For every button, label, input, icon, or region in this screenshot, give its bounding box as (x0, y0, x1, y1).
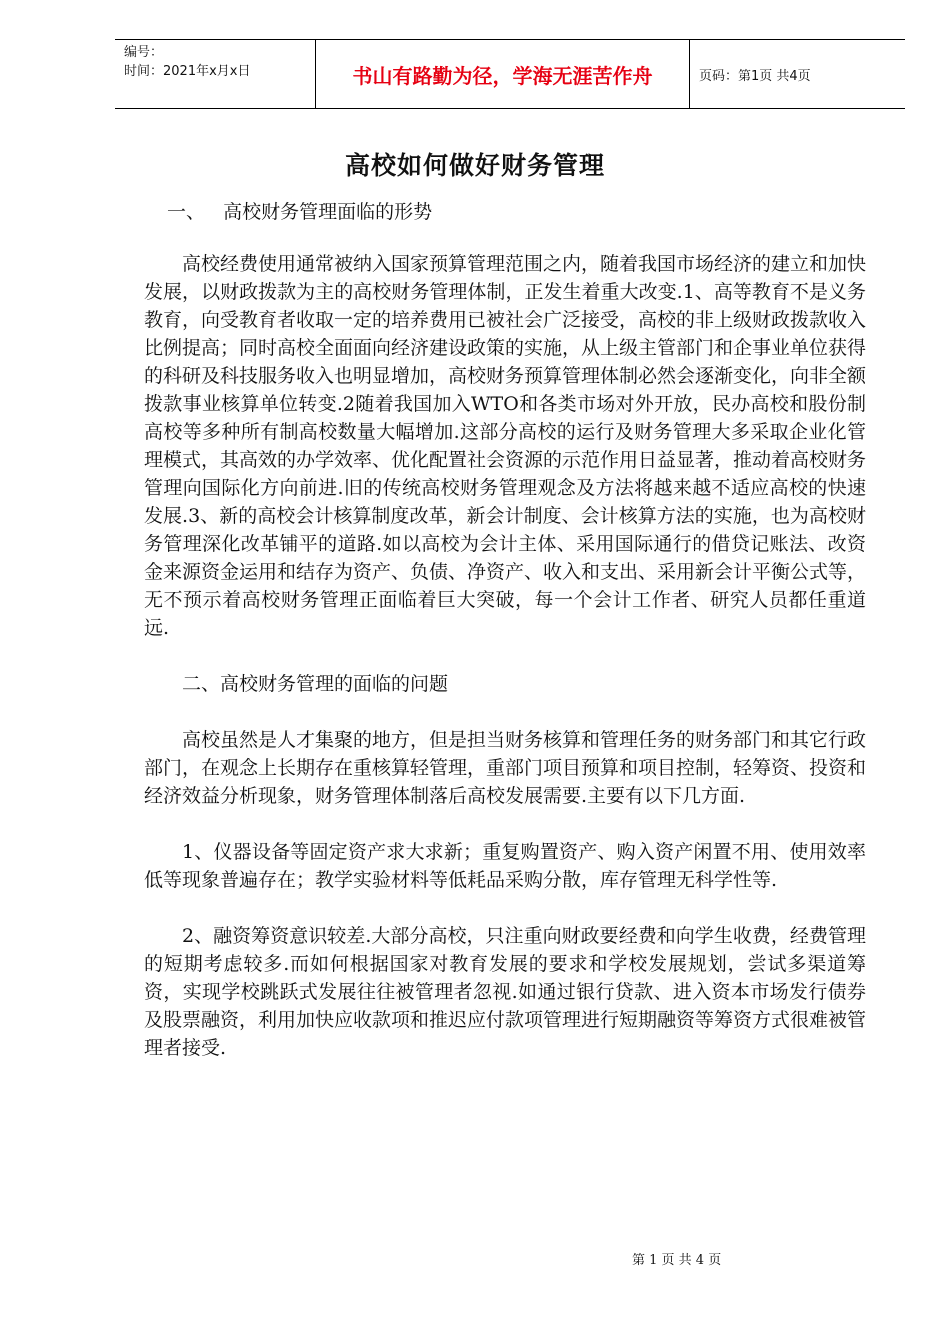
paragraph: 高校经费使用通常被纳入国家预算管理范围之内，随着我国市场经济的建立和加快发展，以财政拨款为主的高校财务管理体制，正发生着重大改变.1、高等教育不是义务教育，向受教育者收取一定的培养费用已被社会广泛接受，高校的非上级财政拨款收入比例提高；同时高校全面面向经济建设政策的实施，从上级主管部门和企事业单位获得的科研及科技服务收入也明显增加，高校财务预算管理体制必然会逐渐变化，向非全额拨款事业核算单位转变.2随着我国加入WTO和各类市场对外开放，民办高校和股份制高校等多种所有制高校数量大幅增加.这部分高校的运行及财务管理大多采取企业化管理模式，其高效的办学效率、优化配置社会资源的示范作用日益显著，推动着高校财务管理向国际化方向前进.旧的传统高校财务管理观念及方法将越来越不适应高校的快速发展.3、新的高校会计核算制度改革，新会计制度、会计核算方法的实施，也为高校财务管理深化改革铺平的道路.如以高校为会计主体、采用国际通行的借贷记账法、改资金来源资金运用和结存为资产、负债、净资产、收入和支出、采用新会计平衡公式等，无不预示着高校财务管理正面临着巨大突破，每一个会计工作者、研究人员都任重道远. (144, 253, 867, 639)
document-body (144, 250, 866, 1090)
header-motto: 书山有路勤为径，学海无涯苦作舟 (316, 40, 690, 108)
header-page-info: 页码：第1页 共4页 (699, 68, 811, 84)
paragraph: 1、仪器设备等固定资产求大求新；重复购置资产、购入资产闲置不用、使用效率低等现象普遍存在；教学实验材料等低耗品采购分散，库存管理无科学性等. (144, 841, 866, 891)
header-time-label: 时间：2021年x月x日 (124, 64, 251, 79)
section-heading-1: 一、 高校财务管理面临的形势 (167, 201, 433, 223)
paragraph: 2、融资筹资意识较差.大部分高校，只注重向财政要经费和向学生收费，经费管理的短期考虑较多.而如何根据国家对教育发展的要求和学校发展规划，尝试多渠道筹资，实现学校跳跃式发展往往被管理者忽视.如通过银行贷款、进入资本市场发行债券及股票融资，利用加快应收款项和推迟应付款项管理进行短期融资等筹资方式很难被管理者接受. (144, 925, 867, 1059)
header-meta (115, 40, 316, 108)
section-heading-2: 二、高校财务管理的面临的问题 (182, 673, 449, 695)
paragraph: 高校虽然是人才集聚的地方，但是担当财务核算和管理任务的财务部门和其它行政部门，在观念上长期存在重核算轻管理，重部门项目预算和项目控制，轻筹资、投资和经济效益分析现象，财务管理体制落后高校发展需要.主要有以下几方面. (144, 729, 867, 807)
document-title: 高校如何做好财务管理 (344, 151, 605, 180)
header-number-label: 编号： (124, 45, 164, 60)
page-footer: 第 1 页 共 4 页 (632, 1253, 722, 1268)
page-header (115, 39, 905, 109)
